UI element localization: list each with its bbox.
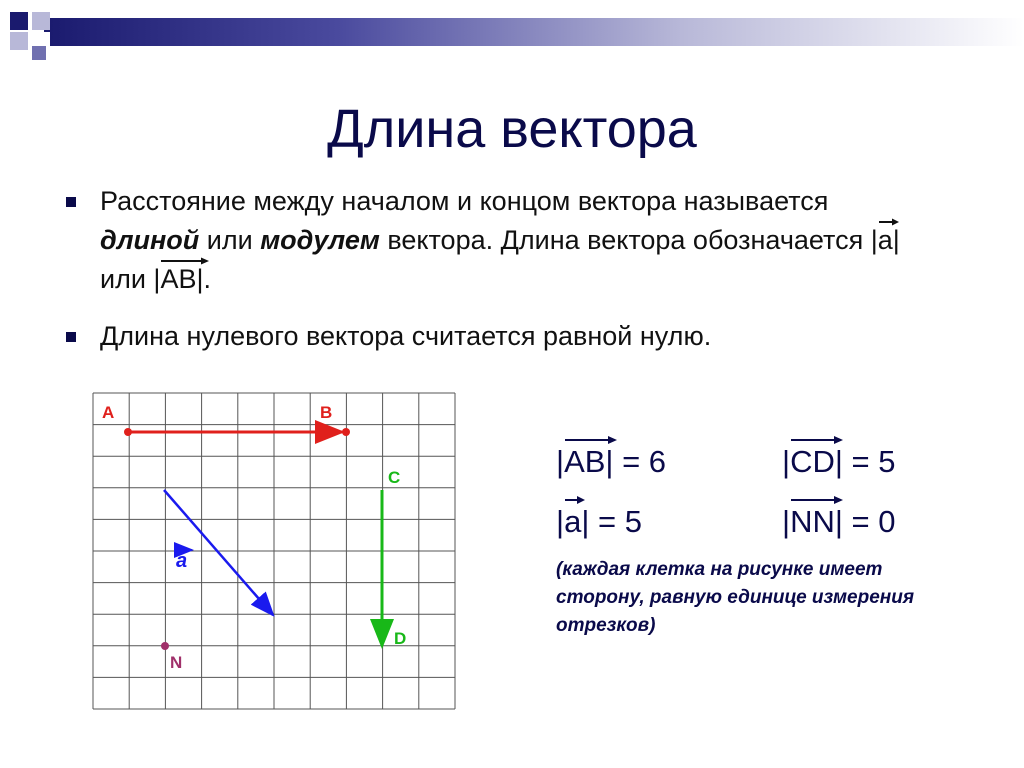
header-gradient-bar [44,18,1024,46]
point-d-label: D [394,629,407,648]
vector-arrow-icon [564,494,586,506]
point-c-label: C [388,468,401,487]
bullet-marker-1 [66,197,76,207]
eq-cd-value: | = 5 [834,444,896,479]
equation-ab [556,444,666,480]
bullet-marker-2 [66,332,76,342]
point-a-label: A [102,403,115,422]
bullet1-part3: или [199,225,261,255]
eq-vector-cd [790,444,835,480]
eq-a-value: | = 5 [581,504,642,539]
point-n-dot [161,642,169,650]
vector-ab-notation [160,260,196,299]
point-n-label: N [170,653,183,672]
bullet1-part9: |. [196,264,211,294]
vector-arrow-icon [790,434,844,446]
grid-svg [92,392,458,712]
vector-arrow-icon [160,256,210,266]
eq-nn-value: | = 0 [834,504,896,539]
equation-nn [782,504,895,540]
point-b-dot [342,428,350,436]
slide-title: Длина вектора [327,99,697,159]
vector-grid-figure [92,392,458,717]
vector-a-label: a [877,225,893,255]
term-length: длиной [100,225,200,255]
equation-cd [782,444,895,480]
point-b-label: B [320,403,333,422]
bullet1-part1: Расстояние между началом и концом вектора называется [100,186,829,216]
abs-bar-left: | [556,444,565,479]
eq-vector-nn [790,504,835,540]
vector-arrow-icon [564,434,618,446]
abs-bar-left: | [782,444,791,479]
vector-arrow-icon [878,217,900,227]
header-deco-square-2 [32,12,50,30]
eq-ab-label: AB [564,444,606,479]
header-deco-square-1 [10,12,28,30]
unit-note: (каждая клетка на рисунке имеет сторону, равную единице измерения отрезков) [556,559,915,636]
eq-vector-ab [564,444,605,480]
vector-arrow-icon [790,494,844,506]
vector-a-grid-label: a [176,550,188,572]
bullet-text-2: Длина нулевого вектора считается равной нулю. [100,321,712,351]
equation-a [556,504,642,540]
grid-lines [93,393,455,709]
bullet1-part5: вектора. Длина вектора обозначается | [379,225,878,255]
header-deco-square-5 [32,46,46,60]
bullet-text-1 [100,182,900,299]
bullet1-part7: | или | [100,225,900,294]
abs-bar-left: | [556,504,565,539]
eq-nn-label: NN [790,504,835,539]
eq-ab-value: | = 6 [605,444,667,479]
vector-a-notation [878,221,893,260]
point-a-dot [124,428,132,436]
term-modulus: модулем [260,225,380,255]
vector-ab-label: AB [160,264,197,294]
header-deco-square-3 [10,32,28,50]
eq-vector-a [564,504,581,540]
eq-cd-label: CD [790,444,835,479]
abs-bar-left: | [782,504,791,539]
eq-a-label: a [564,504,582,539]
